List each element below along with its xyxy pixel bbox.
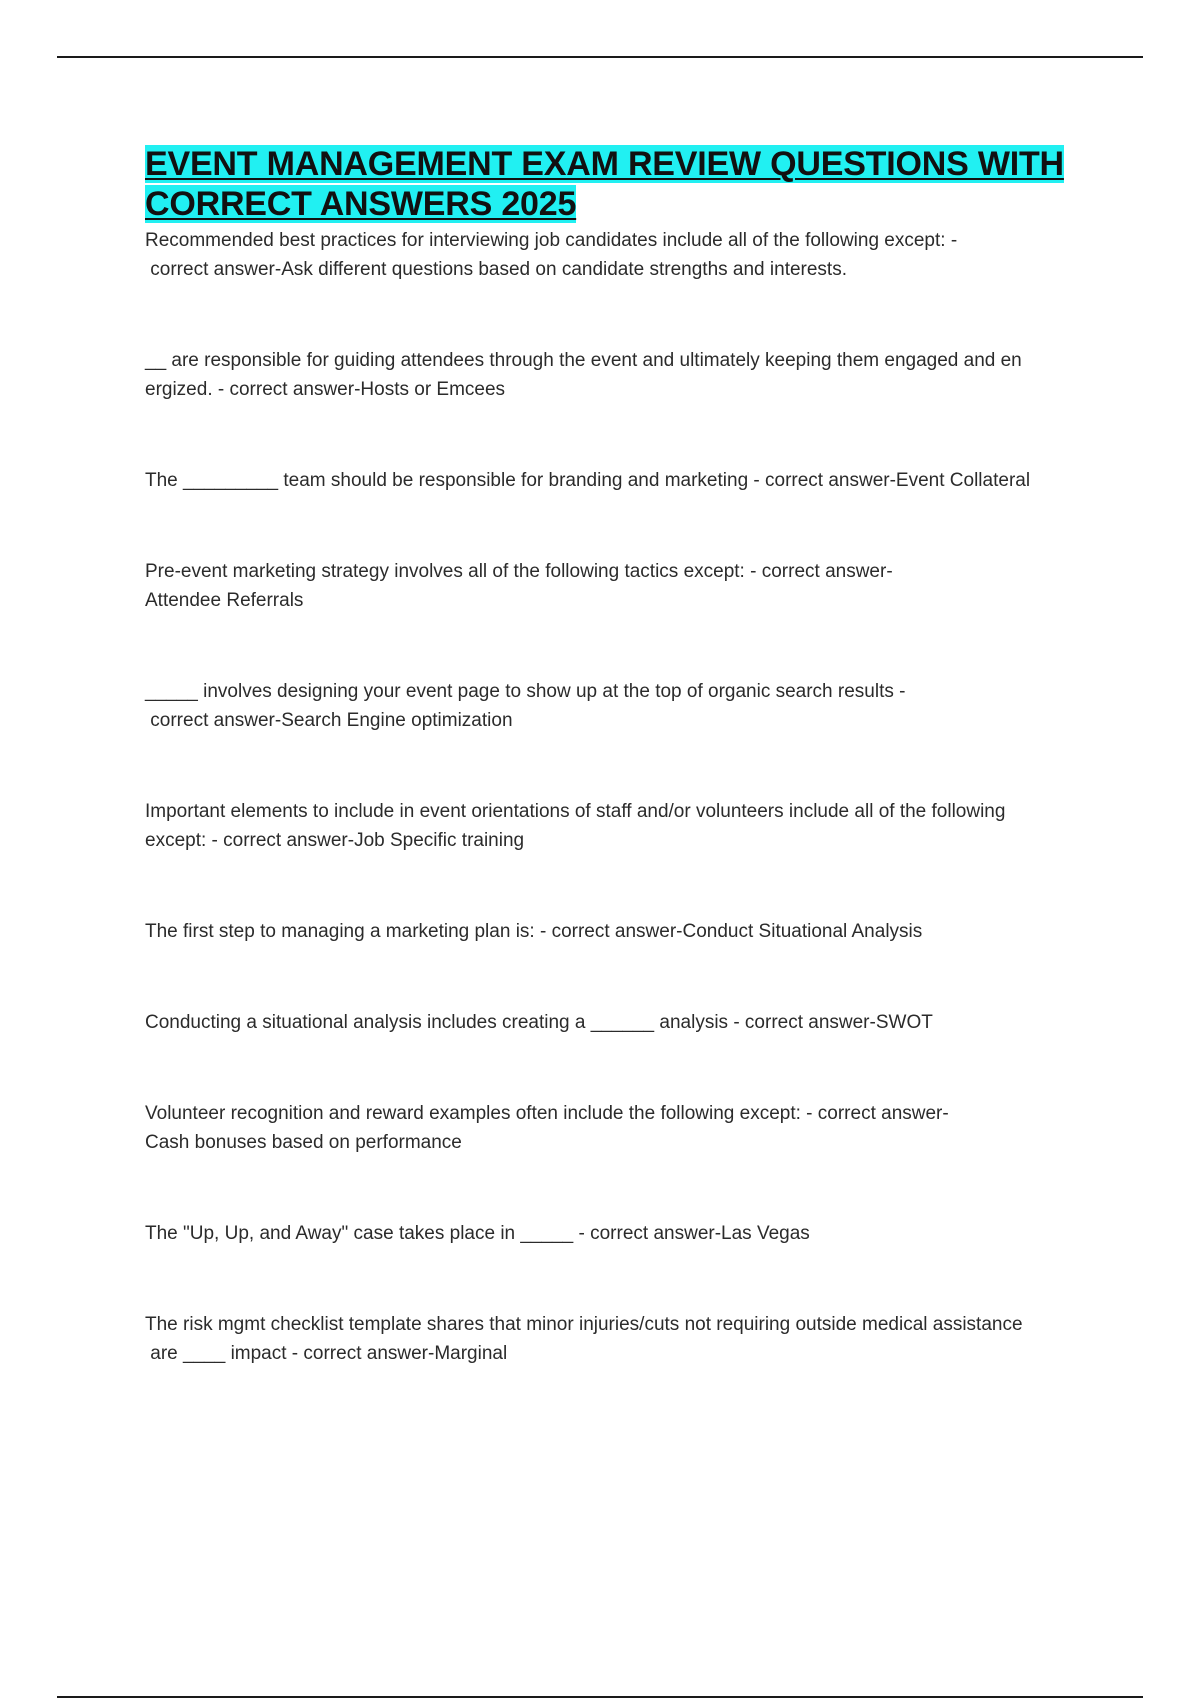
qa-item: The first step to managing a marketing plan is: - correct answer-Conduct Situational Analysis — [145, 921, 923, 942]
document-title — [145, 144, 1085, 224]
qa-item: Conducting a situational analysis includes creating a ______ analysis - correct answer-SWOT — [145, 1012, 933, 1033]
bottom-rule — [57, 1696, 1143, 1698]
qa-item: Volunteer recognition and reward examples often include the following except: - correct answer- Cash bonuses based on performance — [145, 1103, 949, 1153]
document-body — [145, 144, 1085, 1430]
qa-list — [145, 226, 1085, 1368]
qa-item: _____ involves designing your event page to show up at the top of organic search results - correct answer-Search Engine optimization — [145, 681, 906, 731]
qa-item: The "Up, Up, and Away" case takes place in _____ - correct answer-Las Vegas — [145, 1223, 810, 1244]
qa-item: Pre-event marketing strategy involves all of the following tactics except: - correct answer- Attendee Referrals — [145, 561, 893, 611]
document-title-text: EVENT MANAGEMENT EXAM REVIEW QUESTIONS WITH CORRECT ANSWERS 2025 — [145, 145, 1064, 223]
qa-item: The risk mgmt checklist template shares that minor injuries/cuts not requiring outside medical assistance are ____ impact - correct answer-Marginal — [145, 1314, 1023, 1364]
qa-item: The _________ team should be responsible for branding and marketing - correct answer-Event Collateral — [145, 470, 1031, 491]
qa-item: Important elements to include in event orientations of staff and/or volunteers include all of the following except: - correct answer-Job Specific training — [145, 801, 1006, 851]
top-rule — [57, 56, 1143, 58]
qa-item: __ are responsible for guiding attendees through the event and ultimately keeping them engaged and en ergized. - correct answer-Hosts or Emcees — [145, 350, 1022, 400]
qa-item: Recommended best practices for interviewing job candidates include all of the following except: - correct answer-Ask different questions based on candidate strengths and interests. — [145, 230, 958, 280]
